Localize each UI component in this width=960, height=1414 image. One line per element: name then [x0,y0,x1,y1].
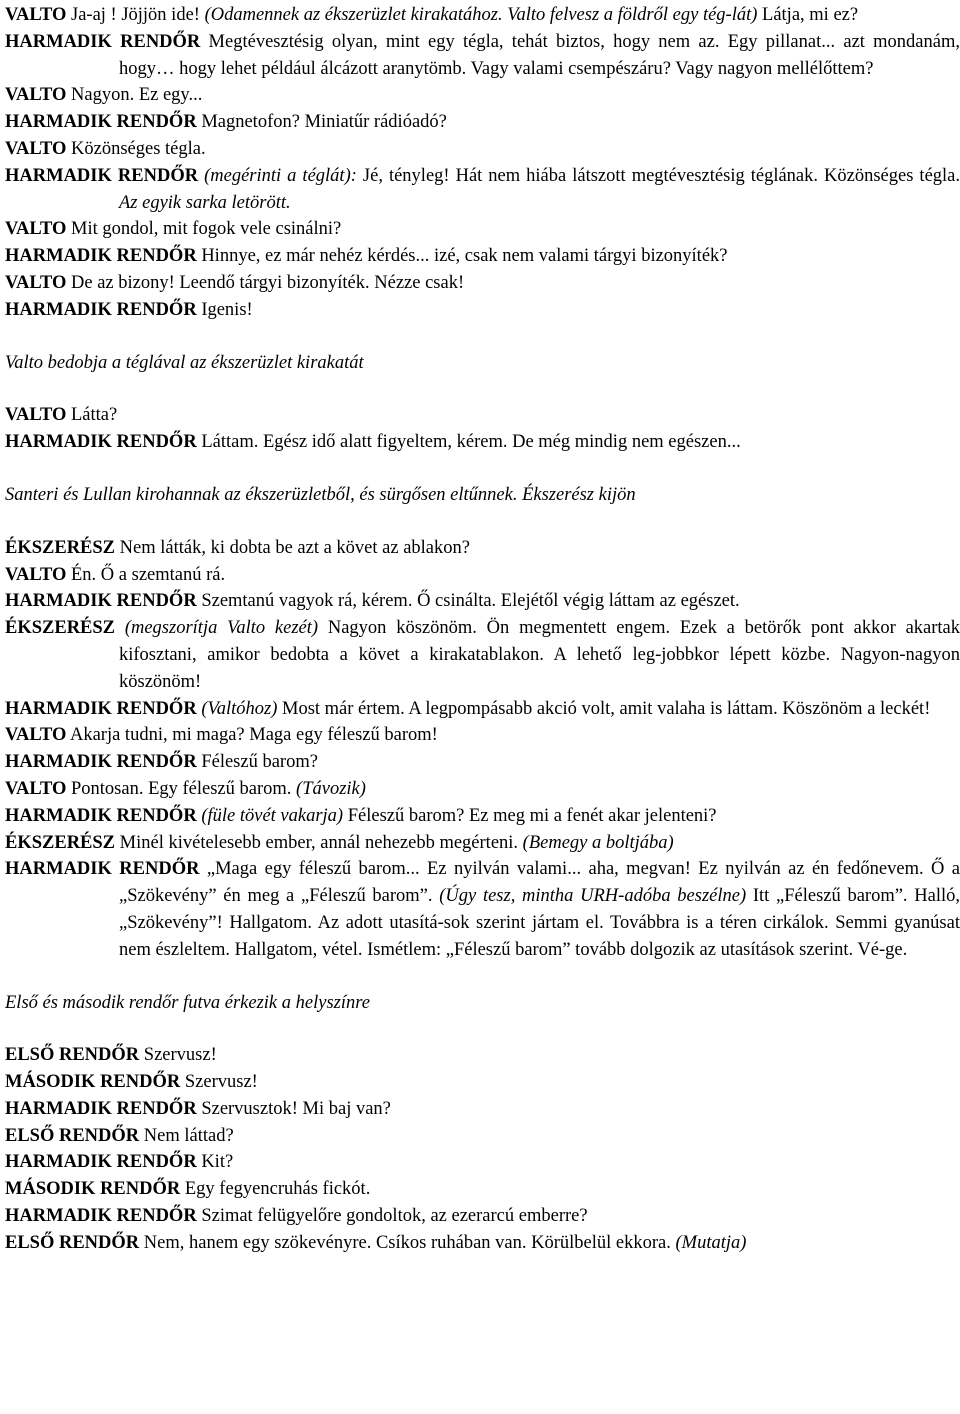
speaker-name: VALTO [5,564,67,585]
dialogue-text: Szervusz! [180,1072,258,1093]
dialogue-line [5,297,960,324]
dialogue-line [5,1123,960,1150]
dialogue-text: Mit gondol, mit fogok vele csinálni? [66,219,342,240]
speaker-name: VALTO [5,725,67,746]
inline-direction: (Odamennek az ékszerüzlet kirakatához. Valto felvesz a földről egy tég-lát) [204,5,758,25]
dialogue-text: Jé, tényleg! Hát nem hiába látszott megtévesztésig téglának. Közönséges tégla. [356,165,960,186]
dialogue-line [5,856,960,963]
blank-line [5,324,960,350]
dialogue-text: De az bizony! Leendő tárgyi bizonyíték. Nézze csak! [66,272,465,293]
dialogue-text: Látta? [66,405,118,426]
speaker-name: HARMADIK RENDŐR [5,859,200,880]
dialogue-text: Szervusz! [139,1045,217,1066]
dialogue-line [5,136,960,163]
dialogue-text: Szervusztok! Mi baj van? [196,1098,391,1119]
dialogue-text: Nem, hanem egy szökevényre. Csíkos ruhában van. Körülbelül ekkora. [139,1232,676,1253]
speaker-name: HARMADIK RENDŐR [5,698,197,719]
inline-direction: (Úgy tesz, mintha URH-adóba beszélne) [439,886,747,907]
dialogue-line [5,588,960,615]
dialogue-line [5,1096,960,1123]
speaker-name: HARMADIK RENDŐR [5,432,197,453]
dialogue-line [5,749,960,776]
speaker-name: HARMADIK RENDŐR [5,31,201,52]
inline-direction: (Távozik) [296,778,366,799]
dialogue-text: Nagyon köszönöm. Ön megmentett engem. Ezek a betörők pont akkor akartak kifosztani, amikor bedobta a követ a kirakatablakon. A lehető leg-jobbkor lépett közbe. Nagyon-nagyon köszönöm! [119,618,960,692]
inline-direction: (Valtóhoz) [201,698,278,719]
dialogue-line [5,1042,960,1069]
dialogue-text: Szimat felügyelőre gondoltok, az ezerarcú emberre? [196,1206,588,1227]
inline-direction: (megszorítja Valto kezét) [124,618,319,639]
blank-line [5,509,960,535]
inline-direction: (Mutatja) [675,1232,747,1253]
dialogue-line [5,270,960,297]
dialogue-text: Én. Ő a szemtanú rá. [66,564,226,585]
dialogue-line [5,163,960,217]
inline-direction: Az egyik sarka letörött. [119,192,291,213]
dialogue-text: Ja-aj ! Jöjjön ide! [66,5,205,25]
dialogue-text: Minél kivételesebb ember, annál nehezebb megérteni. [115,832,523,853]
dialogue-text: Akarja tudni, mi maga? Maga egy féleszű barom! [66,725,438,746]
dialogue-text: Most már értem. A legpompásabb akció volt, amit valaha is láttam. Köszönöm a leckét! [277,698,931,719]
speaker-name: HARMADIK RENDŐR [5,591,197,612]
dialogue-line [5,29,960,83]
speaker-name: HARMADIK RENDŐR [5,112,197,133]
speaker-name: MÁSODIK RENDŐR [5,1179,181,1200]
speaker-name: HARMADIK RENDŐR [5,1098,197,1119]
dialogue-text: Igenis! [196,299,253,320]
dialogue-text: Féleszű barom? Ez meg mi a fenét akar jelenteni? [343,805,717,826]
speaker-name: HARMADIK RENDŐR [5,246,197,267]
dialogue-text: Pontosan. Egy féleszű barom. [66,778,297,799]
dialogue-text: Kit? [196,1152,234,1173]
stage-direction: Első és második rendőr futva érkezik a helyszínre [5,992,370,1013]
speaker-name: HARMADIK RENDŐR [5,165,199,186]
dialogue-text: Egy fegyencruhás fickót. [180,1179,371,1200]
dialogue-text: Magnetofon? Miniatűr rádióadó? [196,112,447,133]
speaker-name: HARMADIK RENDŐR [5,1152,197,1173]
blank-line [5,376,960,402]
inline-direction: (Bemegy a boltjába) [522,832,674,853]
blank-line [5,456,960,482]
dialogue-line [5,243,960,270]
dialogue-text: Féleszű barom? [196,752,318,773]
blank-line [5,964,960,990]
speaker-name: MÁSODIK RENDŐR [5,1072,181,1093]
dialogue-line [5,402,960,429]
dialogue-line [5,429,960,456]
speaker-name: ÉKSZERÉSZ [5,832,116,853]
dialogue-text: Nem látták, ki dobta be azt a követ az ablakon? [115,537,470,558]
dialogue-text: Megtévesztésig olyan, mint egy tégla, tehát biztos, hogy nem az. Egy pillanat... azt mondanám, hogy… hogy lehet például álcázott aranytömb. Vagy valami csempészáru? Vagy nagyon mellélőttem? [119,31,960,79]
dialogue-line [5,776,960,803]
inline-direction: (megérinti a téglát): [204,165,357,186]
speaker-name: HARMADIK RENDŐR [5,299,197,320]
speaker-name: ELSŐ RENDŐR [5,1232,140,1253]
dialogue-line [5,830,960,857]
dialogue-line [5,722,960,749]
dialogue-line [5,216,960,243]
dialogue-line [5,1176,960,1203]
speaker-name: VALTO [5,778,67,799]
speaker-name: ELSŐ RENDŐR [5,1045,140,1066]
dialogue-line [5,1230,960,1257]
dialogue-text: Nem láttad? [139,1125,234,1146]
speaker-name: VALTO [5,5,67,25]
dialogue-text: Látja, mi ez? [757,5,859,25]
dialogue-line [5,615,960,695]
dialogue-line [5,535,960,562]
stage-direction: Santeri és Lullan kirohannak az ékszerüzletből, és sürgősen eltűnnek. Ékszerész kijön [5,484,636,505]
speaker-name: HARMADIK RENDŐR [5,1206,197,1227]
speaker-name: ÉKSZERÉSZ [5,537,116,558]
dialogue-line [5,1149,960,1176]
dialogue-line [5,562,960,589]
dialogue-line [5,803,960,830]
speaker-name: HARMADIK RENDŐR [5,805,197,826]
dialogue-text: Szemtanú vagyok rá, kérem. Ő csinálta. Elejétől végig láttam az egészet. [196,591,740,612]
speaker-name: VALTO [5,405,67,426]
speaker-name: VALTO [5,219,67,240]
speaker-name: VALTO [5,138,67,159]
stage-direction: Valto bedobja a téglával az ékszerüzlet kirakatát [5,352,364,373]
dialogue-text: „Maga egy féleszű barom... Ez nyilván valami... aha, megvan! Ez nyilván az én fedőnevem. Ő a „Szökevény” én meg a „Féleszű barom”. [119,859,960,907]
inline-direction: (füle tövét vakarja) [201,805,344,826]
speaker-name: ÉKSZERÉSZ [5,618,116,639]
speaker-name: HARMADIK RENDŐR [5,752,197,773]
dialogue-text [115,618,125,638]
speaker-name: ELSŐ RENDŐR [5,1125,140,1146]
dialogue-line [5,1069,960,1096]
dialogue-text: Nagyon. Ez egy... [66,85,203,106]
blank-line [5,1016,960,1042]
dialogue-line [5,109,960,136]
dialogue-text: Közönséges tégla. [66,138,206,159]
speaker-name: VALTO [5,85,67,106]
dialogue-line [5,696,960,723]
dialogue-line [5,2,960,29]
dialogue-line [5,1203,960,1230]
dialogue-line [5,82,960,109]
dialogue-text: Itt „Féleszű barom”. Halló, „Szökevény”! Hallgatom. Az adott utasítá-sok szerint jártam el. Továbbra is a téren cirkálok. Semmi gyanúsat nem észleltem. Hallgatom, vétel. Ismétlem: „Féleszű barom” tovább dolgozik az utasítások szerint. Vé-ge. [119,886,960,960]
speaker-name: VALTO [5,272,67,293]
dialogue-text: Hinnye, ez már nehéz kérdés... izé, csak nem valami tárgyi bizonyíték? [196,246,728,267]
dialogue-text: Láttam. Egész idő alatt figyeltem, kérem. De még mindig nem egészen... [196,432,741,453]
